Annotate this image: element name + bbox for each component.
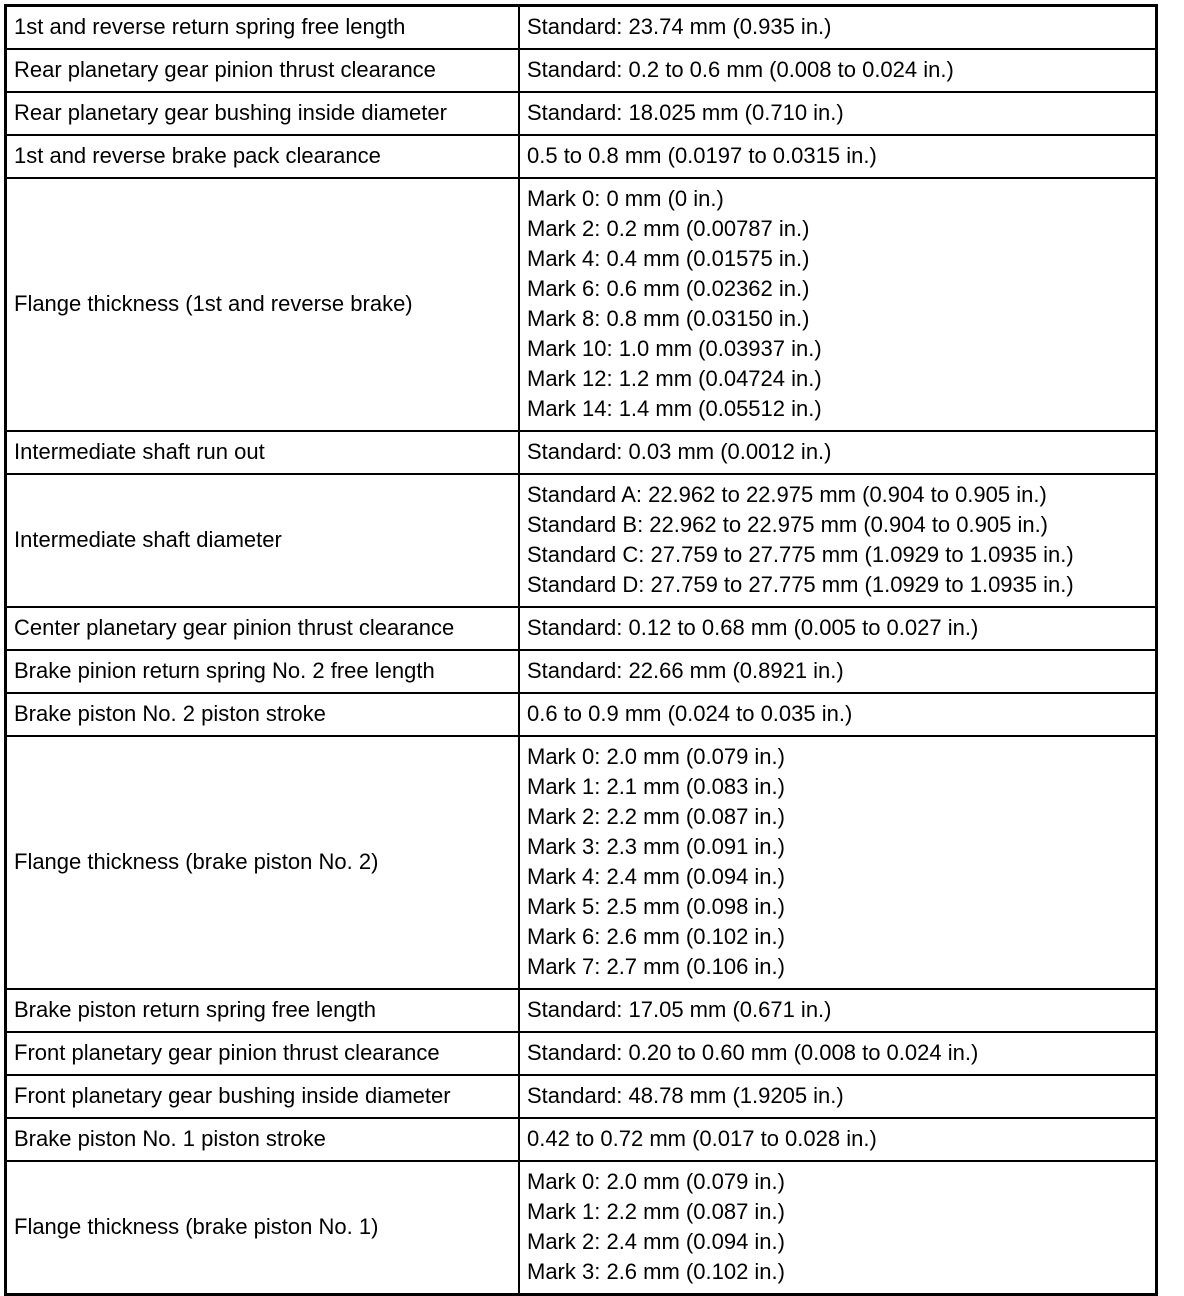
value-line: Standard: 23.74 mm (0.935 in.) [527, 14, 832, 39]
value-cell [519, 736, 1157, 989]
value-line: Standard A: 22.962 to 22.975 mm (0.904 to 0.905 in.) [527, 482, 1047, 507]
table-row [6, 693, 1157, 736]
value-line: Mark 14: 1.4 mm (0.05512 in.) [527, 396, 822, 421]
value-cell [519, 92, 1157, 135]
value-cell [519, 49, 1157, 92]
table-row [6, 178, 1157, 431]
value-line: Standard B: 22.962 to 22.975 mm (0.904 to 0.905 in.) [527, 512, 1049, 537]
value-line: Mark 6: 0.6 mm (0.02362 in.) [527, 276, 810, 301]
table-row [6, 1118, 1157, 1161]
parameter-cell: Intermediate shaft diameter [6, 474, 520, 607]
value-cell [519, 1075, 1157, 1118]
table-row [6, 6, 1157, 50]
value-line: Standard: 0.12 to 0.68 mm (0.005 to 0.027 in.) [527, 615, 979, 640]
value-line: Standard: 22.66 mm (0.8921 in.) [527, 658, 844, 683]
value-line: Standard: 18.025 mm (0.710 in.) [527, 100, 844, 125]
parameter-cell: Brake piston No. 2 piston stroke [6, 693, 520, 736]
value-line: 0.6 to 0.9 mm (0.024 to 0.035 in.) [527, 701, 853, 726]
parameter-cell: Rear planetary gear pinion thrust clearance [6, 49, 520, 92]
table-row [6, 989, 1157, 1032]
value-line: Mark 1: 2.2 mm (0.087 in.) [527, 1199, 785, 1224]
parameter-cell: 1st and reverse brake pack clearance [6, 135, 520, 178]
value-line: Mark 4: 2.4 mm (0.094 in.) [527, 864, 785, 889]
specification-table-body [6, 6, 1157, 1295]
parameter-cell: Brake piston return spring free length [6, 989, 520, 1032]
value-line: Mark 12: 1.2 mm (0.04724 in.) [527, 366, 822, 391]
value-cell [519, 989, 1157, 1032]
value-line: Mark 5: 2.5 mm (0.098 in.) [527, 894, 785, 919]
value-cell [519, 178, 1157, 431]
value-line: Standard D: 27.759 to 27.775 mm (1.0929 to 1.0935 in.) [527, 572, 1074, 597]
parameter-cell: Front planetary gear bushing inside diameter [6, 1075, 520, 1118]
parameter-cell: Front planetary gear pinion thrust clearance [6, 1032, 520, 1075]
value-line: Mark 2: 2.4 mm (0.094 in.) [527, 1229, 785, 1254]
value-line: Mark 3: 2.6 mm (0.102 in.) [527, 1259, 785, 1284]
parameter-cell: Flange thickness (brake piston No. 1) [6, 1161, 520, 1295]
table-row [6, 736, 1157, 989]
table-row [6, 1075, 1157, 1118]
value-cell [519, 6, 1157, 50]
parameter-cell: Intermediate shaft run out [6, 431, 520, 474]
value-line: Standard: 0.03 mm (0.0012 in.) [527, 439, 832, 464]
value-line: Mark 2: 0.2 mm (0.00787 in.) [527, 216, 810, 241]
value-cell [519, 135, 1157, 178]
value-line: Mark 10: 1.0 mm (0.03937 in.) [527, 336, 822, 361]
value-cell [519, 693, 1157, 736]
value-line: 0.42 to 0.72 mm (0.017 to 0.028 in.) [527, 1126, 877, 1151]
parameter-cell: Rear planetary gear bushing inside diameter [6, 92, 520, 135]
value-line: Mark 7: 2.7 mm (0.106 in.) [527, 954, 785, 979]
table-row [6, 135, 1157, 178]
value-line: Mark 6: 2.6 mm (0.102 in.) [527, 924, 785, 949]
table-row [6, 1161, 1157, 1295]
value-cell [519, 474, 1157, 607]
value-line: Mark 0: 2.0 mm (0.079 in.) [527, 1169, 785, 1194]
value-line: Standard: 48.78 mm (1.9205 in.) [527, 1083, 844, 1108]
value-cell [519, 1032, 1157, 1075]
value-line: Mark 3: 2.3 mm (0.091 in.) [527, 834, 785, 859]
parameter-cell: Brake pinion return spring No. 2 free length [6, 650, 520, 693]
value-line: Standard: 0.20 to 0.60 mm (0.008 to 0.024 in.) [527, 1040, 979, 1065]
specification-table [4, 4, 1158, 1296]
table-row [6, 1032, 1157, 1075]
table-row [6, 650, 1157, 693]
parameter-cell: Brake piston No. 1 piston stroke [6, 1118, 520, 1161]
table-row [6, 92, 1157, 135]
parameter-cell: 1st and reverse return spring free length [6, 6, 520, 50]
value-line: Mark 8: 0.8 mm (0.03150 in.) [527, 306, 810, 331]
table-row [6, 474, 1157, 607]
table-row [6, 607, 1157, 650]
value-line: Mark 0: 2.0 mm (0.079 in.) [527, 744, 785, 769]
value-line: Mark 1: 2.1 mm (0.083 in.) [527, 774, 785, 799]
parameter-cell: Center planetary gear pinion thrust clearance [6, 607, 520, 650]
value-line: Mark 0: 0 mm (0 in.) [527, 186, 724, 211]
value-cell [519, 431, 1157, 474]
value-line: 0.5 to 0.8 mm (0.0197 to 0.0315 in.) [527, 143, 877, 168]
value-line: Mark 4: 0.4 mm (0.01575 in.) [527, 246, 810, 271]
parameter-cell: Flange thickness (1st and reverse brake) [6, 178, 520, 431]
value-cell [519, 650, 1157, 693]
table-row [6, 49, 1157, 92]
value-line: Standard: 0.2 to 0.6 mm (0.008 to 0.024 in.) [527, 57, 954, 82]
value-line: Standard: 17.05 mm (0.671 in.) [527, 997, 832, 1022]
value-line: Standard C: 27.759 to 27.775 mm (1.0929 to 1.0935 in.) [527, 542, 1074, 567]
value-cell [519, 1118, 1157, 1161]
value-cell [519, 1161, 1157, 1295]
value-cell [519, 607, 1157, 650]
parameter-cell: Flange thickness (brake piston No. 2) [6, 736, 520, 989]
value-line: Mark 2: 2.2 mm (0.087 in.) [527, 804, 785, 829]
table-row [6, 431, 1157, 474]
